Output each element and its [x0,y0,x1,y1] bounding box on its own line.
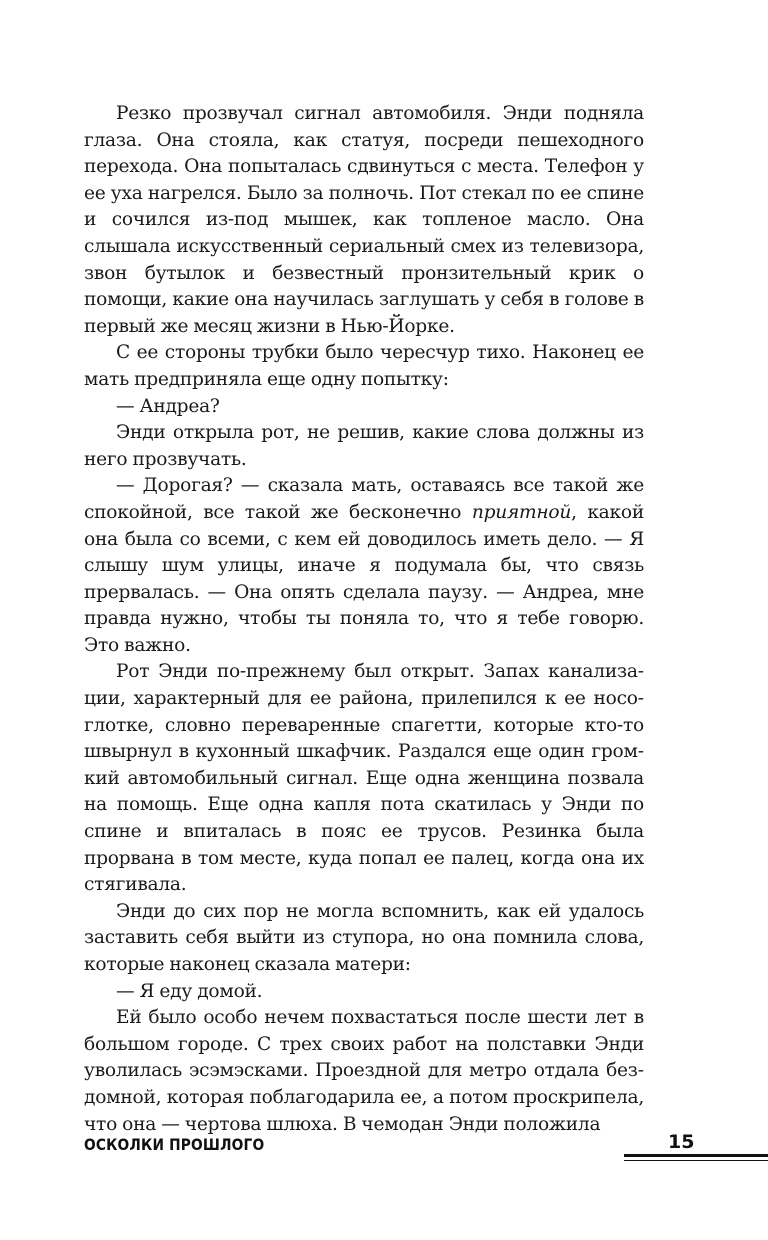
paragraph: С ее стороны трубки было чересчур тихо. Наконец ее мать предприняла еще одну попытку: [84,342,644,390]
footer-rule-thick [624,1154,768,1157]
paragraph: Энди открыла рот, не решив, какие слова должны из него прозвучать. [84,422,644,470]
paragraph: — Андреа? [116,395,220,417]
paragraph: Энди до сих пор не могла вспомнить, как ей удалось заставить себя выйти из ступора, но она помнила слова, которые наконец сказала матери: [84,900,644,975]
footer-rule-thin [624,1160,768,1161]
paragraph: Ей было особо нечем похвастаться после шести лет в большом городе. С трех своих работ на полставки Энди уволилась эсэмэсками. Проездной для метро отдала бездомной, которая поблагодарила ее, а потом проскрипела, что она — чертова шлюха. В чемодан Энди положила [84,1007,644,1135]
paragraph: Резко прозвучал сигнал автомобиля. Энди подняла глаза. Она стояла, как статуя, посреди пешеходного перехода. Она попыталась сдвинуться с места. Телефон у ее уха нагрелся. Было за полночь. Пот стекал по ее спине и сочился из-под мышек, как топленое масло. Она слышала искусственный сериальный смех из телевизора, звон бутылок и безвестный пронзительный крик о помощи, какие она научилась заглушать у себя в голове в первый же месяц жизни в Нью-Йорке. [84,103,644,337]
paragraph: Рот Энди по-прежнему был открыт. Запах канализации, характерный для ее района, прилепился к ее носоглотке, словно переваренные спагетти, которые кто-то швырнул в кухонный шкафчик. Раздался еще один громкий автомобильный сигнал. Еще одна женщина позвала на помощь. Еще одна капля пота скатилась у Энди по спине и впиталась в пояс ее трусов. Резинка была прорвана в том месте, куда попал ее палец, когда она их стягивала. [84,661,644,896]
paragraph: — Я еду домой. [116,980,263,1002]
body-text [84,101,644,1138]
page-number: 15 [668,1131,695,1153]
paragraph: — Дорогая? — сказала мать, оставаясь все такой же спокойной, все такой же бесконечно приятной, какой она была со всеми, с кем ей доводилось иметь дело. — Я слышу шум улицы, иначе я подумала бы, что связь прервалась. — Она опять сделала паузу. — Андреа, мне правда нужно, чтобы ты поняла то, что я тебе говорю. Это важно. [84,475,644,656]
emphasized-word: приятной [471,501,572,523]
running-footer-title: ОСКОЛКИ ПРОШЛОГО [84,1135,265,1154]
